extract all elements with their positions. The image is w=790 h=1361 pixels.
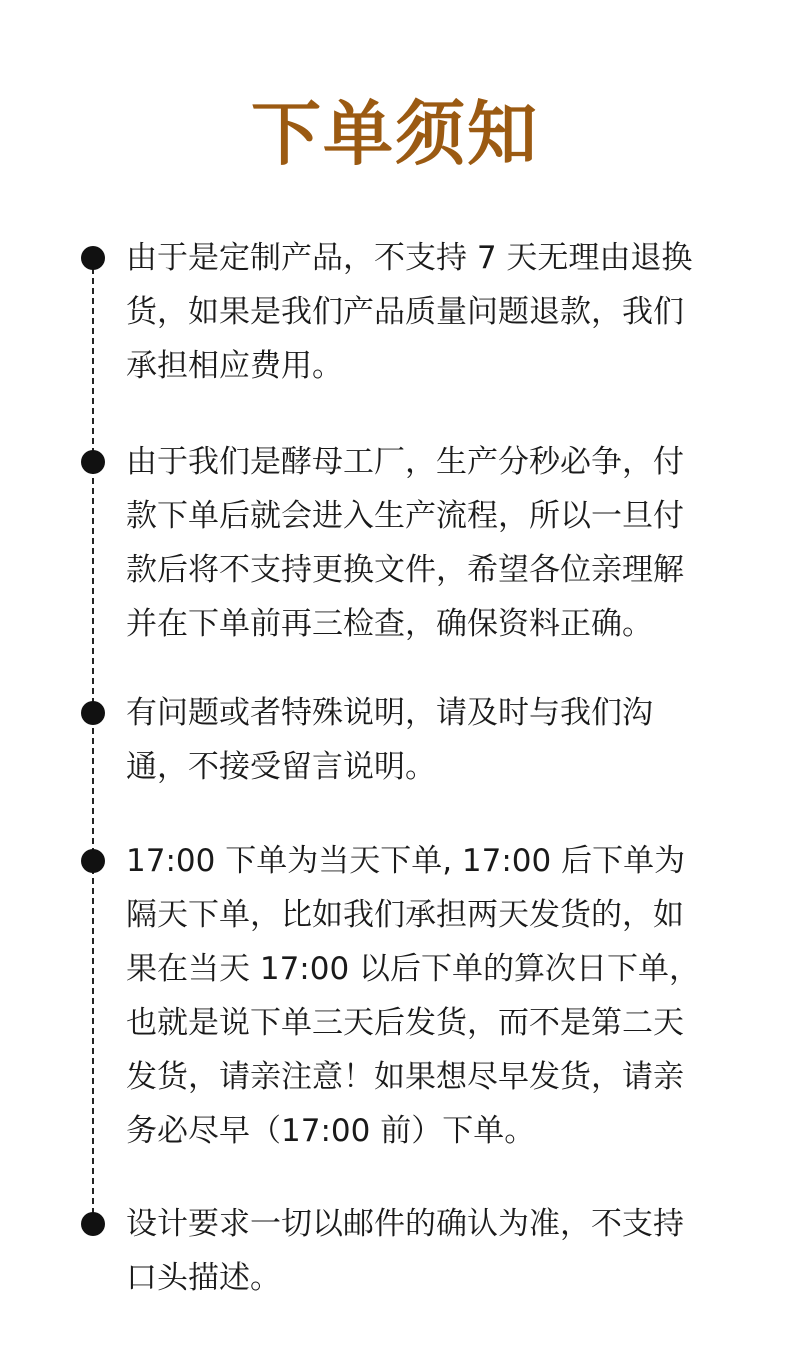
- notice-text: 有问题或者特殊说明，请及时与我们沟通，不接受留言说明。: [126, 695, 653, 785]
- notice-text: 由于是定制产品，不支持 7 天无理由退换货，如果是我们产品质量问题退款，我们承担相应费用。: [126, 240, 693, 384]
- page-title: 下单须知: [251, 93, 539, 175]
- notice-text: 17:00 下单为当天下单, 17:00 后下单为隔天下单，比如我们承担两天发货的，如果在当天 17:00 以后下单的算次日下单，也就是说下单三天后发货，而不是第二天发货，请亲注意！如果想尽早发货，请亲务必尽早（17:00 前）下单。: [126, 843, 701, 1149]
- notice-text: 由于我们是酵母工厂，生产分秒必争，付款下单后就会进入生产流程，所以一旦付款后将不支持更换文件，希望各位亲理解并在下单前再三检查，确保资料正确。: [126, 444, 684, 642]
- timeline-dashed-line: [92, 258, 94, 1224]
- notice-text: 设计要求一切以邮件的确认为准，不支持口头描述。: [126, 1206, 684, 1296]
- bullet-dot-icon: [81, 701, 105, 725]
- bullet-dot-icon: [81, 450, 105, 474]
- bullet-dot-icon: [81, 849, 105, 873]
- bullet-dot-icon: [81, 246, 105, 270]
- bullet-dot-icon: [81, 1212, 105, 1236]
